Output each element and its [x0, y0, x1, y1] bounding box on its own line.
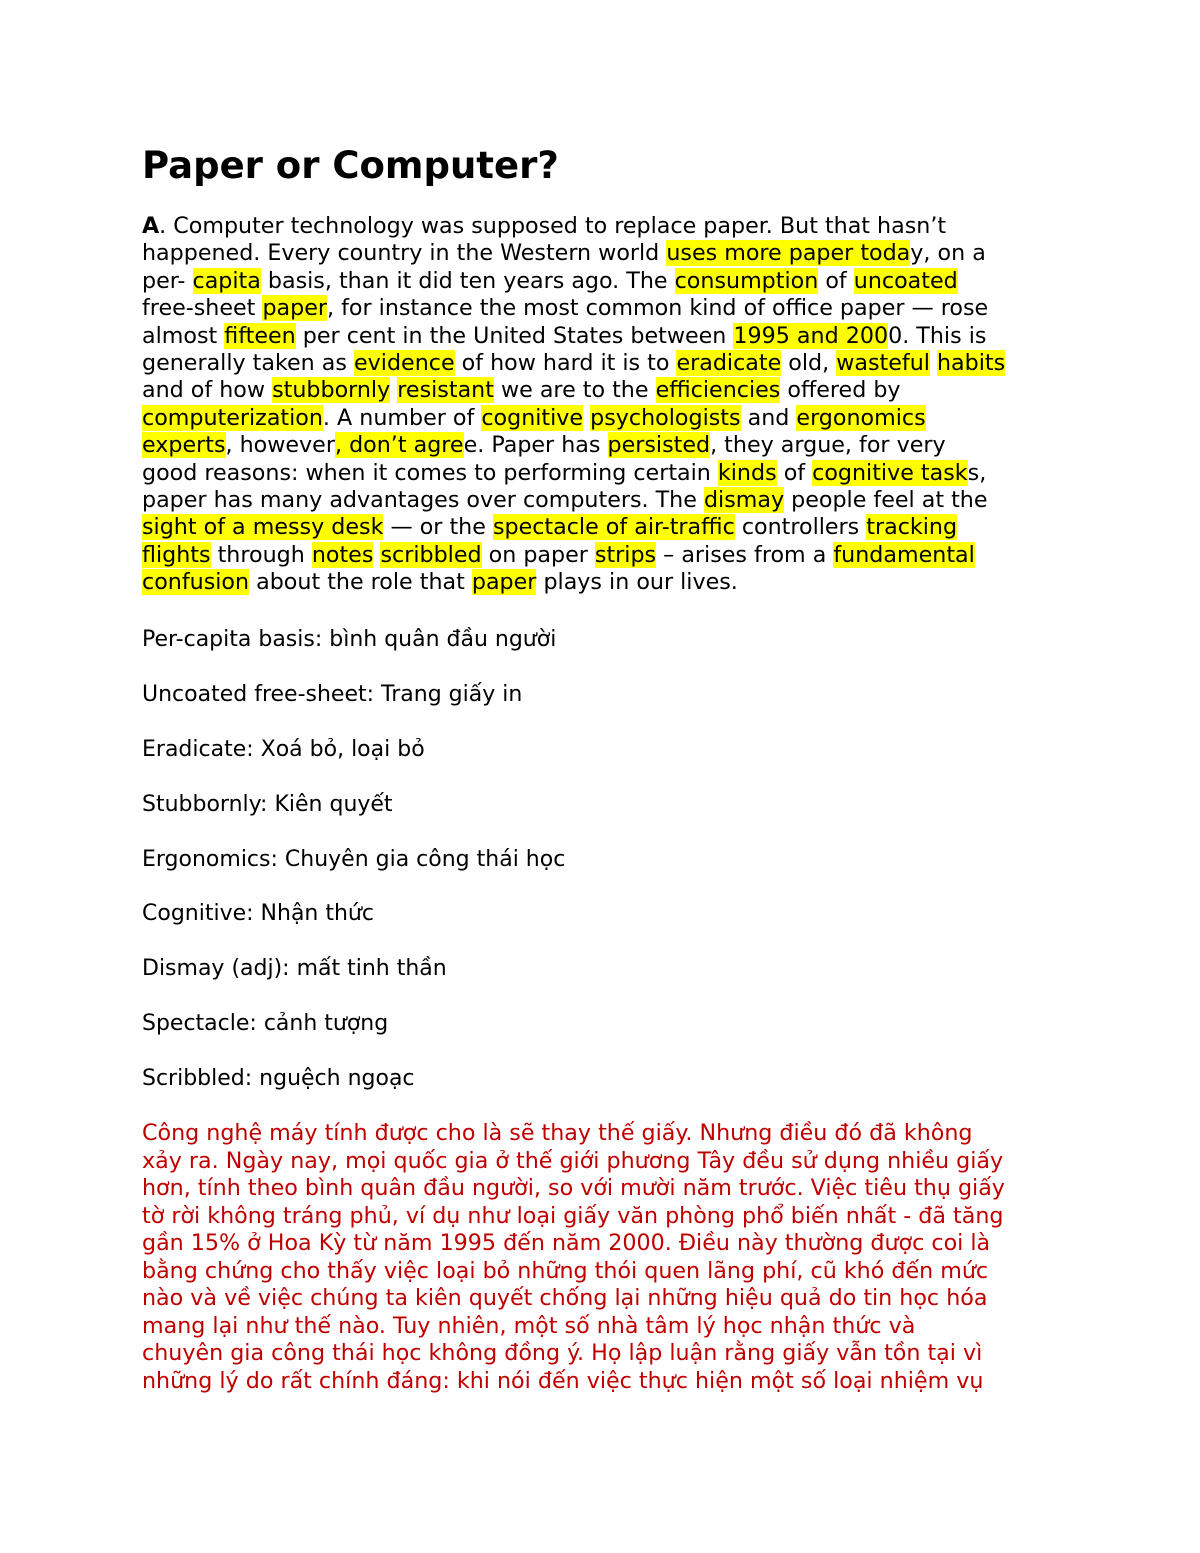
highlighted-phrase: dismay [703, 487, 785, 514]
highlighted-phrase: persisted [607, 432, 711, 459]
highlighted-phrase: capita [192, 267, 261, 294]
highlighted-phrase: paper [262, 295, 327, 322]
highlighted-phrase: notes [311, 541, 374, 568]
highlighted-phrase: paper [471, 569, 537, 596]
highlighted-phrase: confusion [142, 569, 250, 596]
vietnamese-translation: Công nghệ máy tính được cho là sẽ thay thế giấy. Nhưng điều đó đã không xảy ra. Ngày nay, mọi quốc gia ở thế giới phương Tây đều sử dụng nhiều giấy hơn, tính theo bình quân đầu người, so với mười năm trước. Việc tiêu thụ giấy tờ rời không tráng phủ, ví dụ như loại giấy văn phòng phổ biến nhất - đã tăng gần 15% ở Hoa Kỳ từ năm 1995 đến năm 2000. Điều này thường được coi là bằng chứng cho thấy việc loại bỏ những thói quen lãng phí, cũ khó đến mức nào và về việc chúng ta kiên quyết chống lại những hiệu quả do tin học hóa mang lại như thế nào. Tuy nhiên, một số nhà tâm lý học nhận thức và chuyên gia công thái học không đồng ý. Họ lập luận rằng giấy vẫn tồn tại vì những lý do rất chính đáng: khi nói đến việc thực hiện một số loại nhiệm vụ [142, 1120, 1005, 1394]
paragraph-text: controllers [734, 514, 867, 541]
vocab-item-cognitive: Cognitive: Nhận thức [142, 901, 374, 926]
highlighted-phrase: strips [594, 541, 657, 568]
paragraph-text: , for instance the most common kind of office paper — rose almost [142, 295, 989, 349]
vocab-item-eradicate: Eradicate: Xoá bỏ, loại bỏ [142, 737, 425, 762]
paragraph-text: old, [781, 350, 837, 377]
highlighted-phrase: resistant [397, 377, 494, 404]
highlighted-phrase: sight of a messy desk [142, 514, 384, 541]
highlighted-phrase: experts [142, 432, 226, 459]
paragraph-text: s, paper has many advantages over computers. The [142, 459, 987, 514]
paragraph-text: and [740, 404, 797, 431]
vocab-item-stubbornly: Stubbornly: Kiên quyết [142, 792, 393, 817]
highlighted-phrase: stubbornly [272, 377, 391, 404]
highlighted-phrase: ergonomics [796, 404, 926, 431]
paragraph-text: basis, than it did ten years ago. The [260, 267, 675, 294]
paragraph-text: and of how [142, 377, 266, 404]
highlighted-phrase: efficiencies [655, 377, 781, 404]
highlighted-phrase: cognitive [481, 404, 584, 431]
highlighted-phrase: flights [142, 541, 211, 568]
paragraph-text: . Computer technology was supposed to replace paper. But that hasn’t happened. Every country in the Western world [142, 213, 947, 267]
paragraph-text: A [142, 213, 160, 239]
paragraph-text: , however [225, 432, 335, 459]
vocab-item-ergonomics: Ergonomics: Chuyên gia công thái học [142, 847, 566, 872]
highlighted-phrase: psychologists [590, 404, 741, 431]
paragraph-text [930, 350, 937, 376]
paragraph-text: offered by [787, 377, 901, 404]
paragraph-text: of [818, 267, 854, 294]
highlighted-phrase: spectacle of air-traffic [492, 514, 735, 541]
paragraph-text: free-sheet [142, 295, 256, 322]
vocab-item-per-capita: Per-capita basis: bình quân đầu người [142, 627, 557, 652]
highlighted-phrase: wasteful [836, 350, 930, 377]
highlighted-phrase: 1995 and 200 [733, 322, 889, 349]
highlighted-phrase: computerization [142, 404, 323, 431]
paragraph-a [142, 213, 1077, 597]
paragraph-text: about the role that [249, 569, 472, 596]
vocab-item-spectacle: Spectacle: cảnh tượng [142, 1011, 389, 1036]
highlighted-phrase: kinds [717, 459, 777, 486]
highlighted-phrase: uses more paper toda [666, 240, 911, 267]
highlighted-phrase: uncoated [853, 267, 958, 294]
paragraph-text: 0. This is generally taken as [142, 322, 987, 377]
highlighted-phrase: cognitive task [812, 459, 968, 486]
highlighted-phrase: evidence [354, 350, 455, 377]
paragraph-text: on paper [481, 541, 595, 568]
vocab-item-uncoated: Uncoated free-sheet: Trang giấy in [142, 682, 523, 707]
page-title: Paper or Computer? [142, 144, 559, 187]
paragraph-text: y, on a per- [142, 240, 986, 294]
highlighted-phrase: tracking [866, 514, 958, 541]
highlighted-phrase: , don’t agre [334, 432, 464, 459]
paragraph-text: per cent in the United States between [295, 322, 734, 349]
paragraph-text: — or the [383, 514, 493, 541]
paragraph-text: of how hard it is to [454, 350, 677, 377]
highlighted-phrase: fifteen [224, 322, 296, 349]
paragraph-text: we are to the [493, 377, 656, 404]
paragraph-text: through [210, 541, 312, 568]
paragraph-text: plays in our lives. [536, 569, 738, 596]
vocab-item-scribbled: Scribbled: nguệch ngoạc [142, 1066, 415, 1091]
highlighted-phrase: fundamental [833, 541, 975, 568]
paragraph-text: , they argue, for very good reasons: when it comes to performing certain [142, 432, 946, 486]
paragraph-text: . A number of [322, 404, 482, 431]
paragraph-text: of [776, 459, 813, 486]
highlighted-phrase: eradicate [676, 350, 782, 377]
paragraph-text: – arises from a [656, 541, 834, 568]
paragraph-text: e. Paper has [463, 432, 608, 459]
highlighted-phrase: scribbled [380, 541, 482, 568]
highlighted-phrase: consumption [674, 267, 819, 294]
vocab-item-dismay: Dismay (adj): mất tinh thần [142, 956, 447, 981]
paragraph-text: people feel at the [791, 487, 988, 514]
highlighted-phrase: habits [937, 350, 1006, 377]
